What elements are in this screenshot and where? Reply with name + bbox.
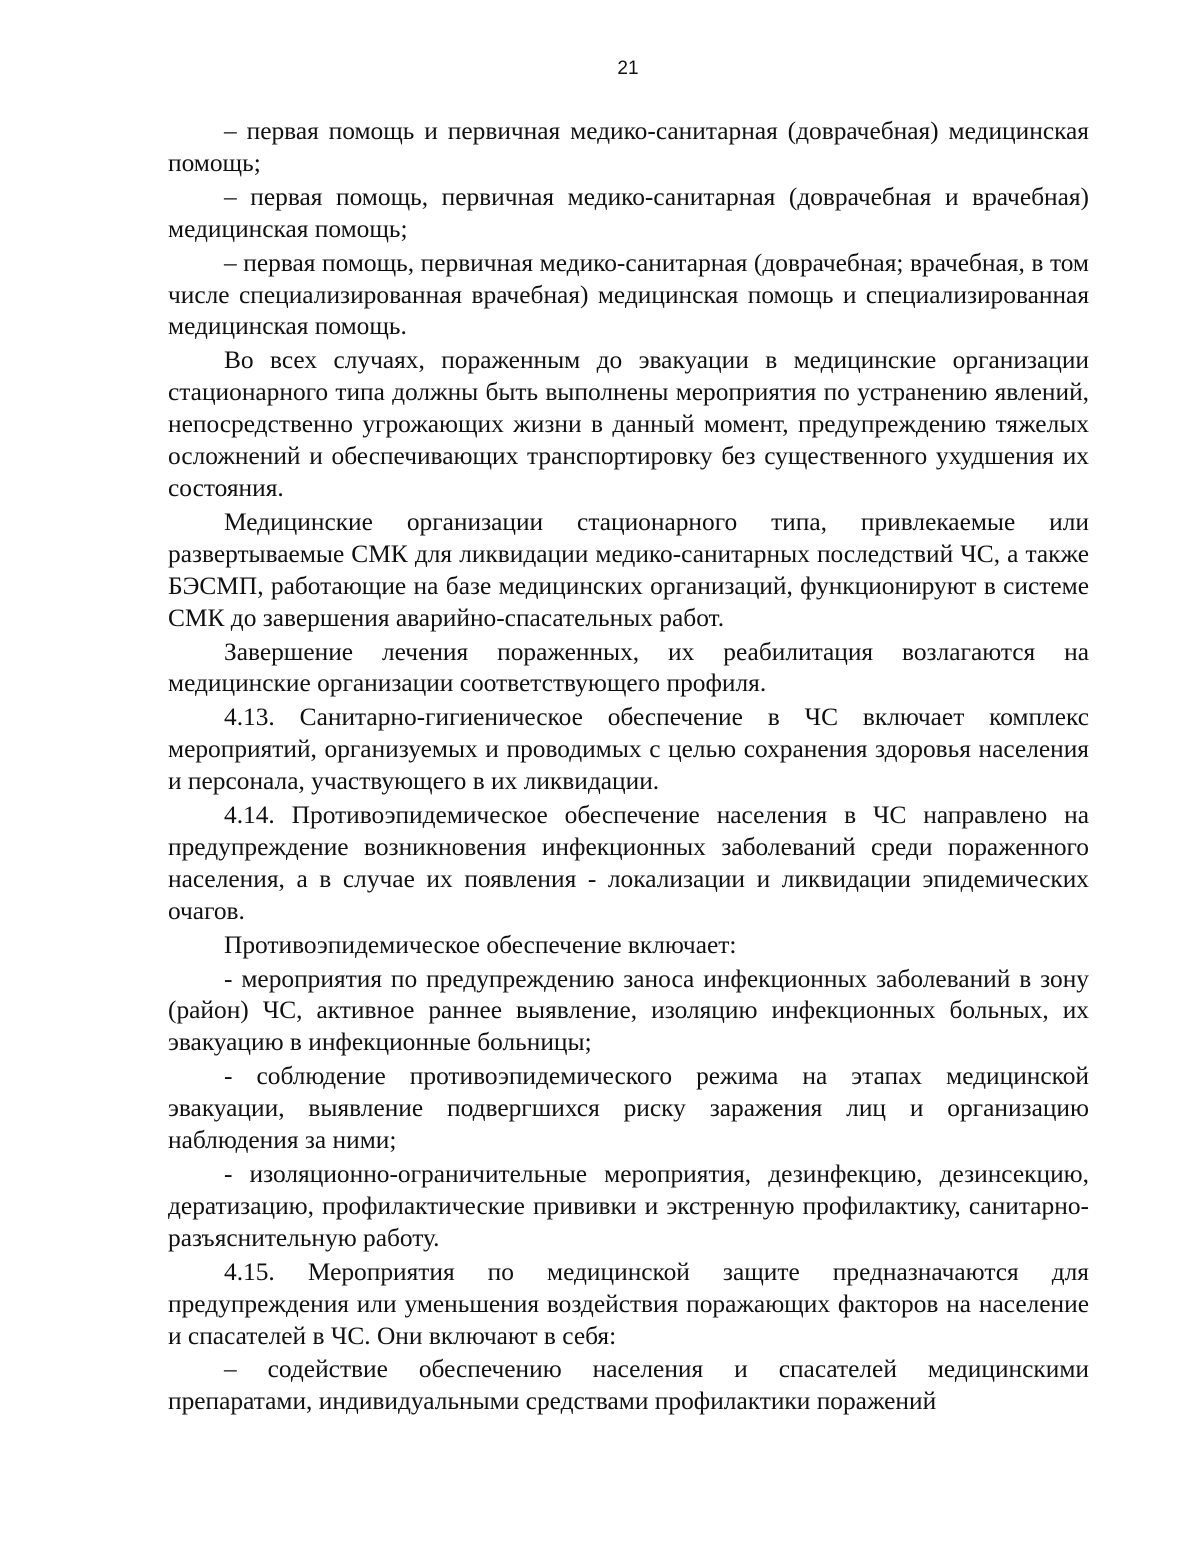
paragraph: – первая помощь и первичная медико-санитарная (доврачебная) медицинская помощь;: [168, 117, 1089, 177]
paragraph: - изоляционно-ограничительные мероприятия, дезинфекцию, дезинсекцию, дератизацию, профилактические прививки и экстренную профилактику, санитарно-разъяснительную работу.: [168, 1160, 1089, 1252]
paragraph: - соблюдение противоэпидемического режима на этапах медицинской эвакуации, выявление подвергшихся риску заражения лиц и организацию наблюдения за ними;: [168, 1062, 1089, 1155]
paragraph: Во всех случаях, пораженным до эвакуации в медицинские организации стационарного типа должны быть выполнены мероприятия по устранению явлений, непосредственно угрожающих жизни в данный момент, предупреждению тяжелых осложнений и обеспечивающих транспортировку без существенного ухудшения их состояния.: [168, 346, 1089, 502]
paragraph: 4.13. Санитарно-гигиеническое обеспечение в ЧС включает комплекс мероприятий, организуемых и проводимых с целью сохранения здоровья населения и персонала, участвующего в их ликвидации.: [168, 703, 1089, 796]
paragraph: Противоэпидемическое обеспечение включает:: [224, 930, 737, 959]
paragraph: Завершение лечения пораженных, их реабилитация возлагаются на медицинские организации соответствующего профиля.: [168, 637, 1089, 698]
paragraph: – первая помощь, первичная медико-санитарная (доврачебная; врачебная, в том числе специализированная врачебная) медицинская помощь и специализированная медицинская помощь.: [168, 248, 1089, 341]
paragraph: 4.15. Мероприятия по медицинской защите предназначаются для предупреждения или уменьшения воздействия поражающих факторов на население и спасателей в ЧС. Они включают в себя:: [168, 1257, 1089, 1350]
paragraph: – содействие обеспечению населения и спасателей медицинскими препаратами, индивидуальными средствами профилактики поражений: [168, 1355, 1089, 1416]
paragraph: – первая помощь, первичная медико-санитарная (доврачебная и врачебная) медицинская помощь;: [168, 182, 1089, 243]
document-body: [168, 116, 1089, 1420]
paragraph: Медицинские организации стационарного типа, привлекаемые или развертываемые СМК для ликвидации медико-санитарных последствий ЧС, а также БЭСМП, работающие на базе медицинских организаций, функционируют в системе СМК до завершения аварийно-спасательных работ.: [168, 507, 1089, 632]
paragraph: 4.14. Противоэпидемическое обеспечение населения в ЧС направлено на предупреждение возникновения инфекционных заболеваний среди пораженного населения, а в случае их появления - локализации и ликвидации эпидемических очагов.: [168, 801, 1089, 925]
page-number: 21: [617, 58, 639, 79]
paragraph: - мероприятия по предупреждению заноса инфекционных заболеваний в зону (район) ЧС, активное раннее выявление, изоляцию инфекционных больных, их эвакуацию в инфекционные больницы;: [168, 964, 1089, 1057]
